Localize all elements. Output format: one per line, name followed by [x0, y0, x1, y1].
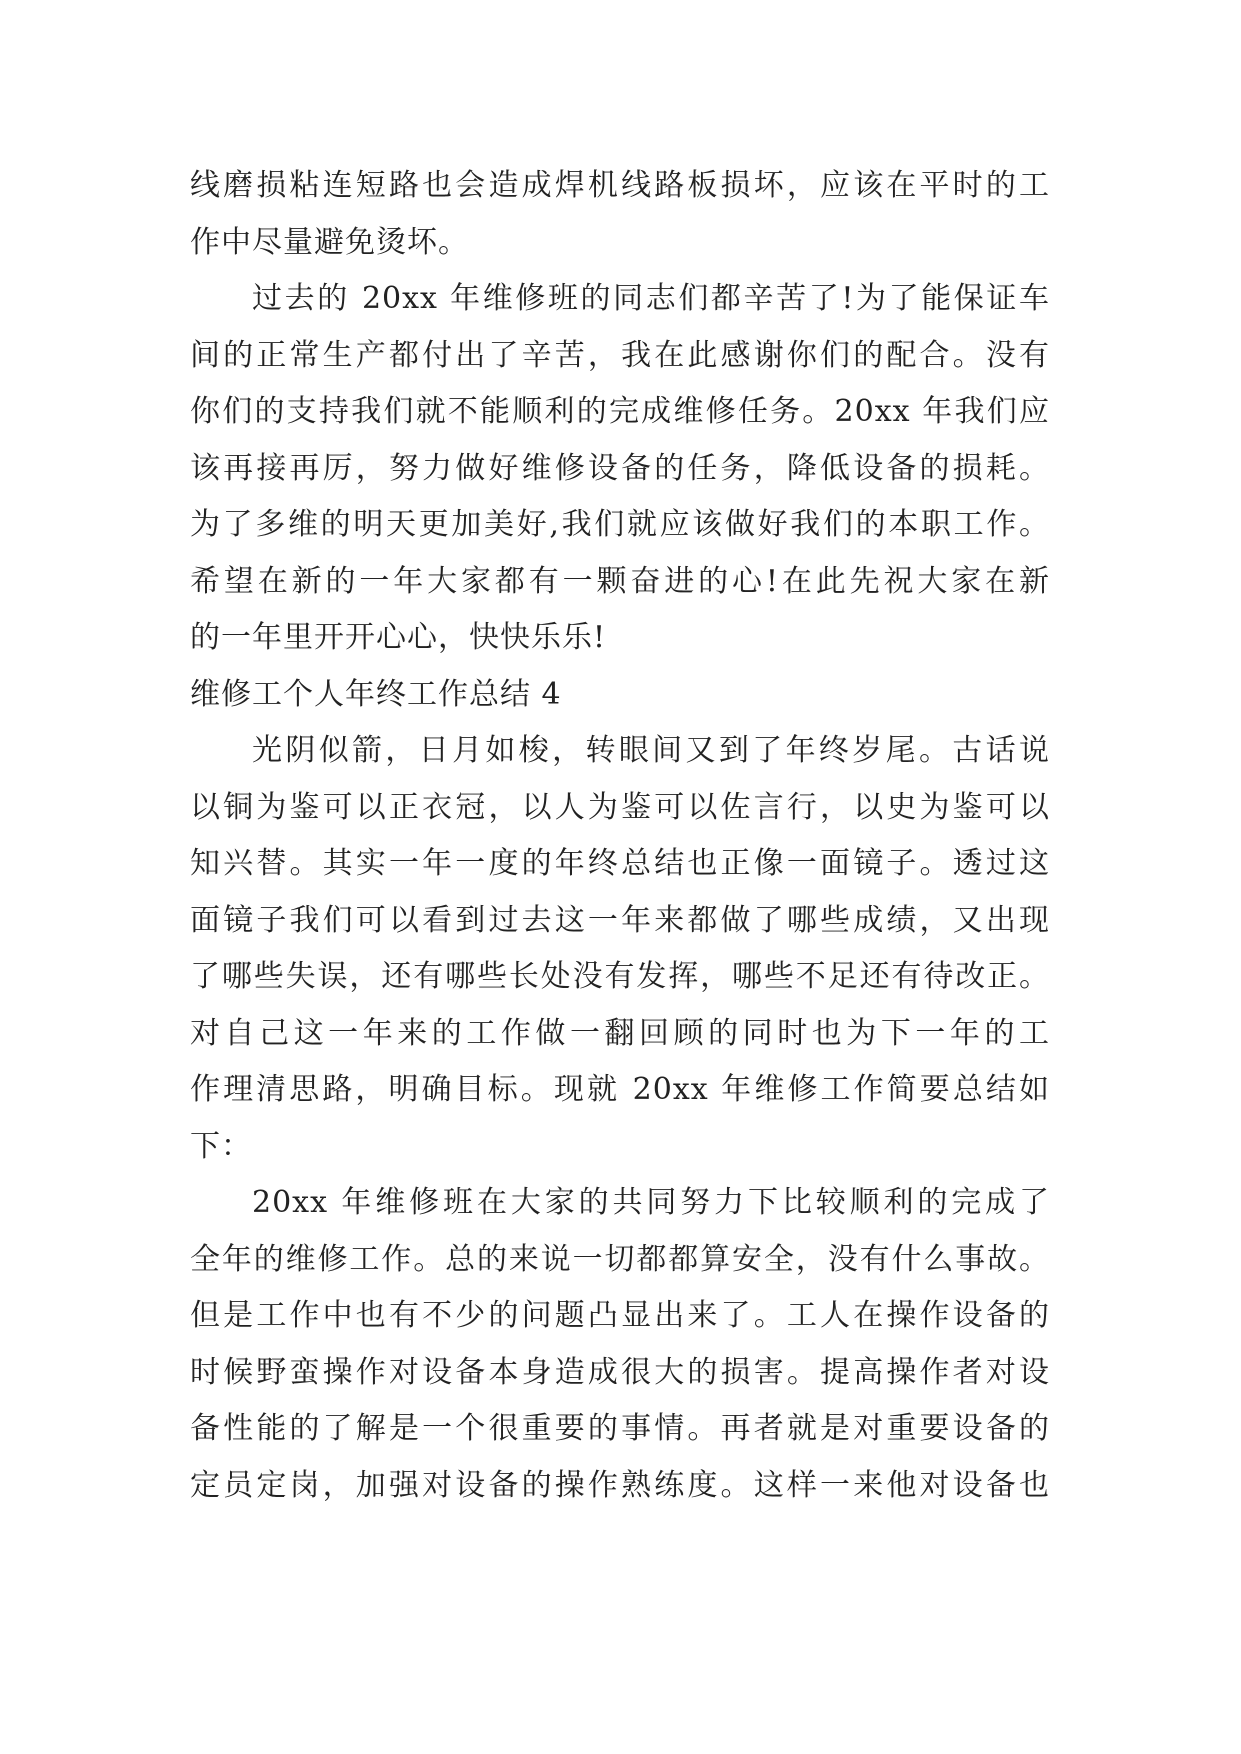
text-line: 面镜子我们可以看到过去这一年来都做了哪些成绩，又出现 — [190, 902, 1050, 938]
text-line: 光阴似箭，日月如梭，转眼间又到了年终岁尾。古话说 — [252, 733, 1050, 768]
text-line: 下： — [190, 1128, 252, 1164]
text-line: 间的正常生产都付出了辛苦，我在此感谢你们的配合。没有 — [190, 337, 1050, 373]
paragraph — [190, 271, 1050, 667]
text-line: 对自己这一年来的工作做一翻回顾的同时也为下一年的工 — [190, 1015, 1050, 1051]
document-body — [190, 158, 1050, 1514]
text-line: 全年的维修工作。总的来说一切都都算安全，没有什么事故。 — [190, 1241, 1050, 1277]
paragraph — [190, 723, 1050, 1175]
text-line: 希望在新的一年大家都有一颗奋进的心!在此先祝大家在新 — [190, 563, 1050, 599]
text-line: 20xx 年维修班在大家的共同努力下比较顺利的完成了 — [252, 1185, 1050, 1220]
heading-text: 维修工个人年终工作总结 4 — [190, 676, 562, 712]
text-line: 作中尽量避免烫坏。 — [190, 224, 469, 260]
section-heading — [190, 667, 1050, 724]
paragraph — [190, 1175, 1050, 1514]
paragraph — [190, 158, 1050, 271]
text-line: 过去的 20xx 年维修班的同志们都辛苦了!为了能保证车 — [252, 281, 1050, 316]
text-line: 定员定岗，加强对设备的操作熟练度。这样一来他对设备也 — [190, 1467, 1050, 1503]
text-line: 线磨损粘连短路也会造成焊机线路板损坏，应该在平时的工 — [190, 168, 1050, 203]
text-line: 但是工作中也有不少的问题凸显出来了。工人在操作设备的 — [190, 1298, 1050, 1333]
text-line: 的一年里开开心心，快快乐乐! — [190, 620, 607, 655]
text-line: 备性能的了解是一个很重要的事情。再者就是对重要设备的 — [190, 1411, 1050, 1446]
text-line: 知兴替。其实一年一度的年终总结也正像一面镜子。透过这 — [190, 846, 1050, 881]
text-line: 你们的支持我们就不能顺利的完成维修任务。20xx 年我们应 — [190, 394, 1050, 429]
text-line: 以铜为鉴可以正衣冠，以人为鉴可以佐言行，以史为鉴可以 — [190, 789, 1050, 825]
text-line: 该再接再厉，努力做好维修设备的任务，降低设备的损耗。 — [190, 450, 1050, 486]
text-line: 了哪些失误，还有哪些长处没有发挥，哪些不足还有待改正。 — [190, 959, 1050, 994]
text-line: 为了多维的明天更加美好,我们就应该做好我们的本职工作。 — [190, 507, 1050, 542]
text-line: 作理清思路，明确目标。现就 20xx 年维修工作简要总结如 — [190, 1072, 1050, 1107]
text-line: 时候野蛮操作对设备本身造成很大的损害。提高操作者对设 — [190, 1354, 1050, 1390]
